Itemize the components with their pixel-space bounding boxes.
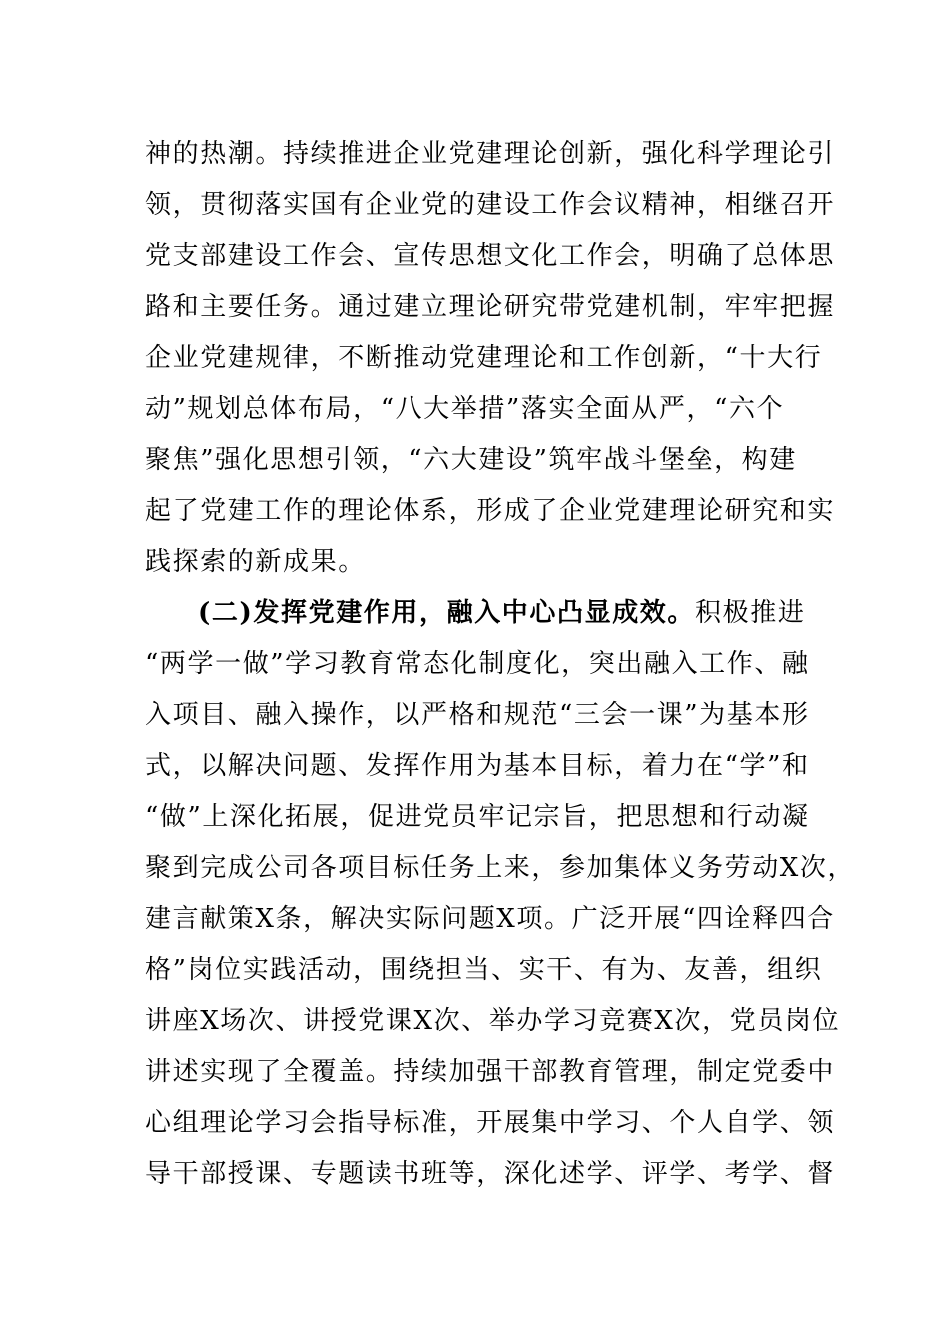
paragraph-line: “两学一做”学习教育常态化制度化，突出融入工作、融: [145, 649, 810, 679]
paragraph-line: “做”上深化拓展，促进党员牢记宗旨，把思想和行动凝: [145, 802, 810, 832]
paragraph-line: 神的热潮。持续推进企业党建理论创新，强化科学理论引: [145, 139, 836, 169]
paragraph-line: 讲座X场次、讲授党课X次、举办学习竞赛X次，党员岗位: [145, 1006, 841, 1036]
paragraph-line: 动”规划总体布局，“八大举措”落实全面从严，“六个: [145, 394, 785, 424]
paragraph-line: 起了党建工作的理论体系，形成了企业党建理论研究和实: [145, 496, 836, 526]
paragraph-line: 入项目、融入操作，以严格和规范“三会一课”为基本形: [145, 700, 810, 730]
paragraph-line: 导干部授课、专题读书班等，深化述学、评学、考学、督: [145, 1159, 836, 1189]
paragraph-line: 聚焦”强化思想引领，“六大建设”筑牢战斗堡垒，构建: [145, 445, 797, 475]
paragraph-line: 讲述实现了全覆盖。持续加强干部教育管理，制定党委中: [145, 1057, 836, 1087]
paragraph-line: 路和主要任务。通过建立理论研究带党建机制，牢牢把握: [145, 292, 836, 322]
paragraph-line: 心组理论学习会指导标准，开展集中学习、个人自学、领: [145, 1108, 836, 1138]
paragraph-line: 建言献策X条，解决实际问题X项。广泛开展“四诠释四合: [145, 904, 835, 934]
paragraph-line: 践探索的新成果。: [145, 547, 366, 577]
paragraph-line: 党支部建设工作会、宣传思想文化工作会，明确了总体思: [145, 241, 836, 271]
paragraph-line: 领，贯彻落实国有企业党的建设工作会议精神，相继召开: [145, 190, 836, 220]
paragraph-first-line: [198, 597, 805, 629]
paragraph-line: 聚到完成公司各项目标任务上来，参加集体义务劳动X次，: [145, 853, 856, 883]
heading-continuation: 积极推进: [695, 598, 806, 628]
paragraph-line: 企业党建规律，不断推动党建理论和工作创新，“十大行: [145, 343, 823, 373]
paragraph-line: 式，以解决问题、发挥作用为基本目标，着力在“学”和: [145, 751, 810, 781]
paragraph-line: 格”岗位实践活动，围绕担当、实干、有为、友善，组织: [145, 955, 823, 985]
section-heading: (二)发挥党建作用，融入中心凸显成效。: [198, 598, 696, 628]
